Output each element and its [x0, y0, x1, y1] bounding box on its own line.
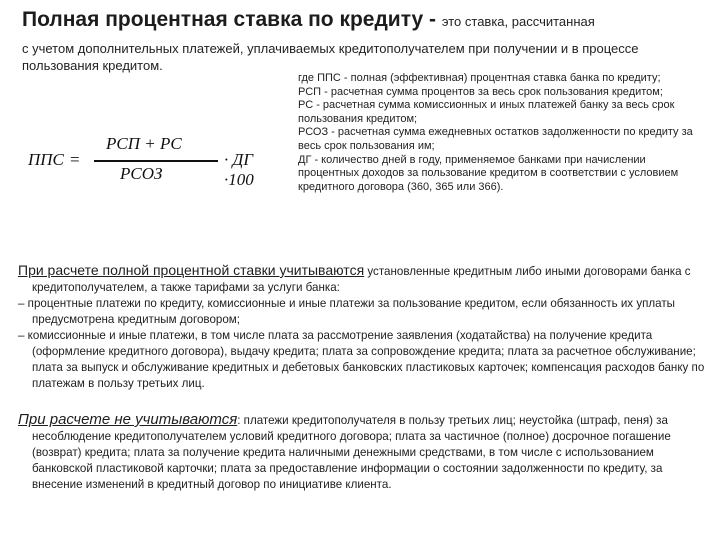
excluded-paragraph — [18, 412, 708, 493]
formula — [28, 128, 278, 188]
excluded-section — [18, 412, 708, 493]
legend-item: РСОЗ - расчетная сумма ежедневных остатков задолженности по кредиту за весь срок пользования им; — [298, 126, 693, 152]
title-separator: - — [423, 8, 442, 31]
formula-legend — [298, 72, 698, 194]
included-item: – комиссионные и иные платежи, в том числе плата за рассмотрение заявления (ходатайства) на получение кредита (оформление кредитного договора), выдачу кредита; плата за сопровождение кредита; плата за расчетное обслуживание; плата за выпуск и обслуживание кредитных и дебетовых банковских пластиковых карточек; компенсация расходов банку по платежам в пользу третьих лиц. — [18, 329, 705, 390]
legend-item: ДГ - количество дней в году, применяемое банками при начислении процентных доходов за пользование кредитом в соответствии с условием кредитного договора (360, 365 или 366). — [298, 153, 679, 193]
page-title: Полная процентная ставка по кредиту — [22, 8, 424, 31]
title-line — [22, 8, 712, 32]
included-lead-text: установленные кредитным либо иными договорами банка с кредитополучателем, а также тарифами за услуги банка: — [32, 265, 691, 294]
included-item: – процентные платежи по кредиту, комиссионные и иные платежи за пользование кредитом, если обязанность их уплаты предусмотрена кредитным договором; — [18, 297, 675, 326]
formula-denominator: РСОЗ — [120, 164, 163, 183]
excluded-text: платежи кредитополучателя в пользу третьих лиц; неустойка (штраф, пеня) за несоблюдение кредитополучателем условий кредитного договора; плата за частичное (полное) досрочное погашение (возврат) кредита; плата за получение кредита наличными денежными средствами, в том числе с использованием банковской пластиковой карточки; плата за предоставление информации о состоянии задолженности по кредиту, за внесение изменений в кредитный договор по инициативе клиента. — [32, 414, 671, 491]
legend-item: РСП - расчетная сумма процентов за весь срок пользования кредитом; — [298, 85, 663, 98]
title-continuation: это ставка, рассчитанная — [441, 14, 595, 29]
included-section — [18, 262, 708, 392]
excluded-colon: : — [237, 414, 241, 427]
legend-item: РС - расчетная сумма комиссионных и иных платежей банку за весь срок пользования кредитом; — [298, 99, 675, 125]
intro-text: с учетом дополнительных платежей, уплачиваемых кредитополучателем при получении и в процессе пользования кредитом. — [22, 41, 639, 73]
excluded-heading: При расчете не учитываются — [18, 411, 238, 428]
legend-item: где ППС - полная (эффективная) процентная ставка банка по кредиту; — [298, 72, 661, 84]
formula-lhs: ППС — [28, 150, 64, 169]
formula-equals: = — [70, 150, 80, 169]
included-heading: При расчете полной процентной ставки учитываются — [18, 262, 365, 278]
formula-tail: · ДГ ·100 — [224, 150, 254, 189]
formula-numerator: РСП + РС — [106, 134, 182, 153]
included-lead — [18, 262, 708, 296]
fraction-bar — [94, 160, 218, 162]
